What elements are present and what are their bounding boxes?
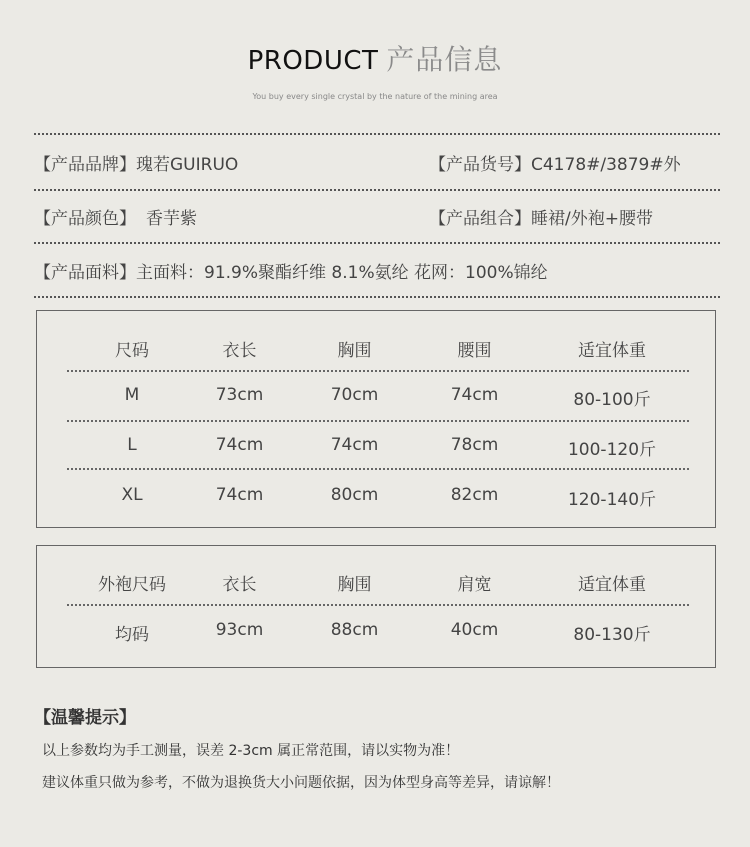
- color-label: 【产品颜色】: [34, 209, 136, 229]
- divider: [34, 189, 720, 191]
- table-row: [37, 620, 715, 650]
- table-cell: 均码: [115, 625, 149, 645]
- table-cell: 88cm: [330, 620, 379, 640]
- divider: [34, 296, 720, 298]
- tips-title: 【温馨提示】: [34, 708, 136, 728]
- header-cell: 衣长: [222, 341, 257, 361]
- page-header: [0, 38, 750, 101]
- table-cell: 82cm: [450, 485, 499, 505]
- divider: [34, 133, 720, 135]
- fabric-field: [34, 258, 548, 283]
- brand-field: [34, 150, 238, 175]
- brand-value: 瑰若GUIRUO: [136, 155, 239, 175]
- table-cell: 120-140斤: [567, 490, 657, 510]
- color-value: 香芋紫: [146, 209, 197, 229]
- fabric-value: 主面料：91.9%聚酯纤维 8.1%氨纶 花网：100%锦纶: [136, 263, 548, 283]
- table-cell: M: [124, 385, 140, 405]
- title-chinese: 产品信息: [386, 43, 503, 76]
- table-row: [37, 435, 715, 465]
- tip-line: 以上参数均为手工测量，误差 2-3cm 属正常范围，请以实物为准！: [42, 743, 460, 759]
- info-row-fabric: [34, 258, 720, 288]
- header-cell: 尺码: [115, 341, 149, 361]
- table-cell: 80-130斤: [573, 625, 651, 645]
- sku-field: [429, 150, 681, 175]
- table-cell: 93cm: [215, 620, 264, 640]
- table-cell: 78cm: [450, 435, 499, 455]
- row-divider: [67, 468, 689, 470]
- size-table: [36, 310, 716, 528]
- info-row-color-combo: [34, 204, 720, 234]
- table-header-row: [37, 570, 715, 600]
- header-cell: 肩宽: [457, 575, 492, 595]
- header-cell: 胸围: [337, 341, 372, 361]
- page-subtitle: You buy every single crystal by the nature of the mining area: [252, 92, 498, 101]
- divider: [34, 242, 720, 244]
- table-cell: XL: [121, 485, 143, 505]
- header-cell: 外袍尺码: [98, 575, 166, 595]
- row-divider: [67, 604, 689, 606]
- header-cell: 衣长: [222, 575, 257, 595]
- row-divider: [67, 370, 689, 372]
- info-row-brand-sku: [34, 150, 720, 180]
- combo-field: [429, 204, 653, 229]
- sku-value: C4178#/3879#外: [531, 155, 681, 175]
- combo-value: 睡裙/外袍+腰带: [531, 209, 653, 229]
- table-cell: 40cm: [450, 620, 499, 640]
- header-cell: 胸围: [337, 575, 372, 595]
- table-header-row: [37, 336, 715, 366]
- combo-label: 【产品组合】: [429, 209, 531, 229]
- table-cell: L: [127, 435, 137, 455]
- table-cell: 80cm: [330, 485, 379, 505]
- table-cell: 74cm: [215, 435, 264, 455]
- table-cell: 73cm: [215, 385, 264, 405]
- fabric-label: 【产品面料】: [34, 263, 136, 283]
- table-cell: 80-100斤: [573, 390, 651, 410]
- header-cell: 腰围: [457, 341, 492, 361]
- table-cell: 70cm: [330, 385, 379, 405]
- header-cell: 适宜体重: [578, 341, 646, 361]
- brand-label: 【产品品牌】: [34, 155, 136, 175]
- title-english: PRODUCT: [247, 46, 379, 76]
- row-divider: [67, 420, 689, 422]
- table-cell: 100-120斤: [567, 440, 657, 460]
- table-row: [37, 385, 715, 415]
- table-cell: 74cm: [450, 385, 499, 405]
- table-cell: 74cm: [330, 435, 379, 455]
- color-field: [34, 204, 197, 229]
- sku-label: 【产品货号】: [429, 155, 531, 175]
- page-title: [0, 38, 750, 78]
- table-row: [37, 485, 715, 515]
- table-cell: 74cm: [215, 485, 264, 505]
- header-cell: 适宜体重: [578, 575, 646, 595]
- robe-size-table: [36, 545, 716, 668]
- tip-line: 建议体重只做为参考，不做为退换货大小问题依据，因为体型身高等差异，请谅解！: [42, 775, 560, 791]
